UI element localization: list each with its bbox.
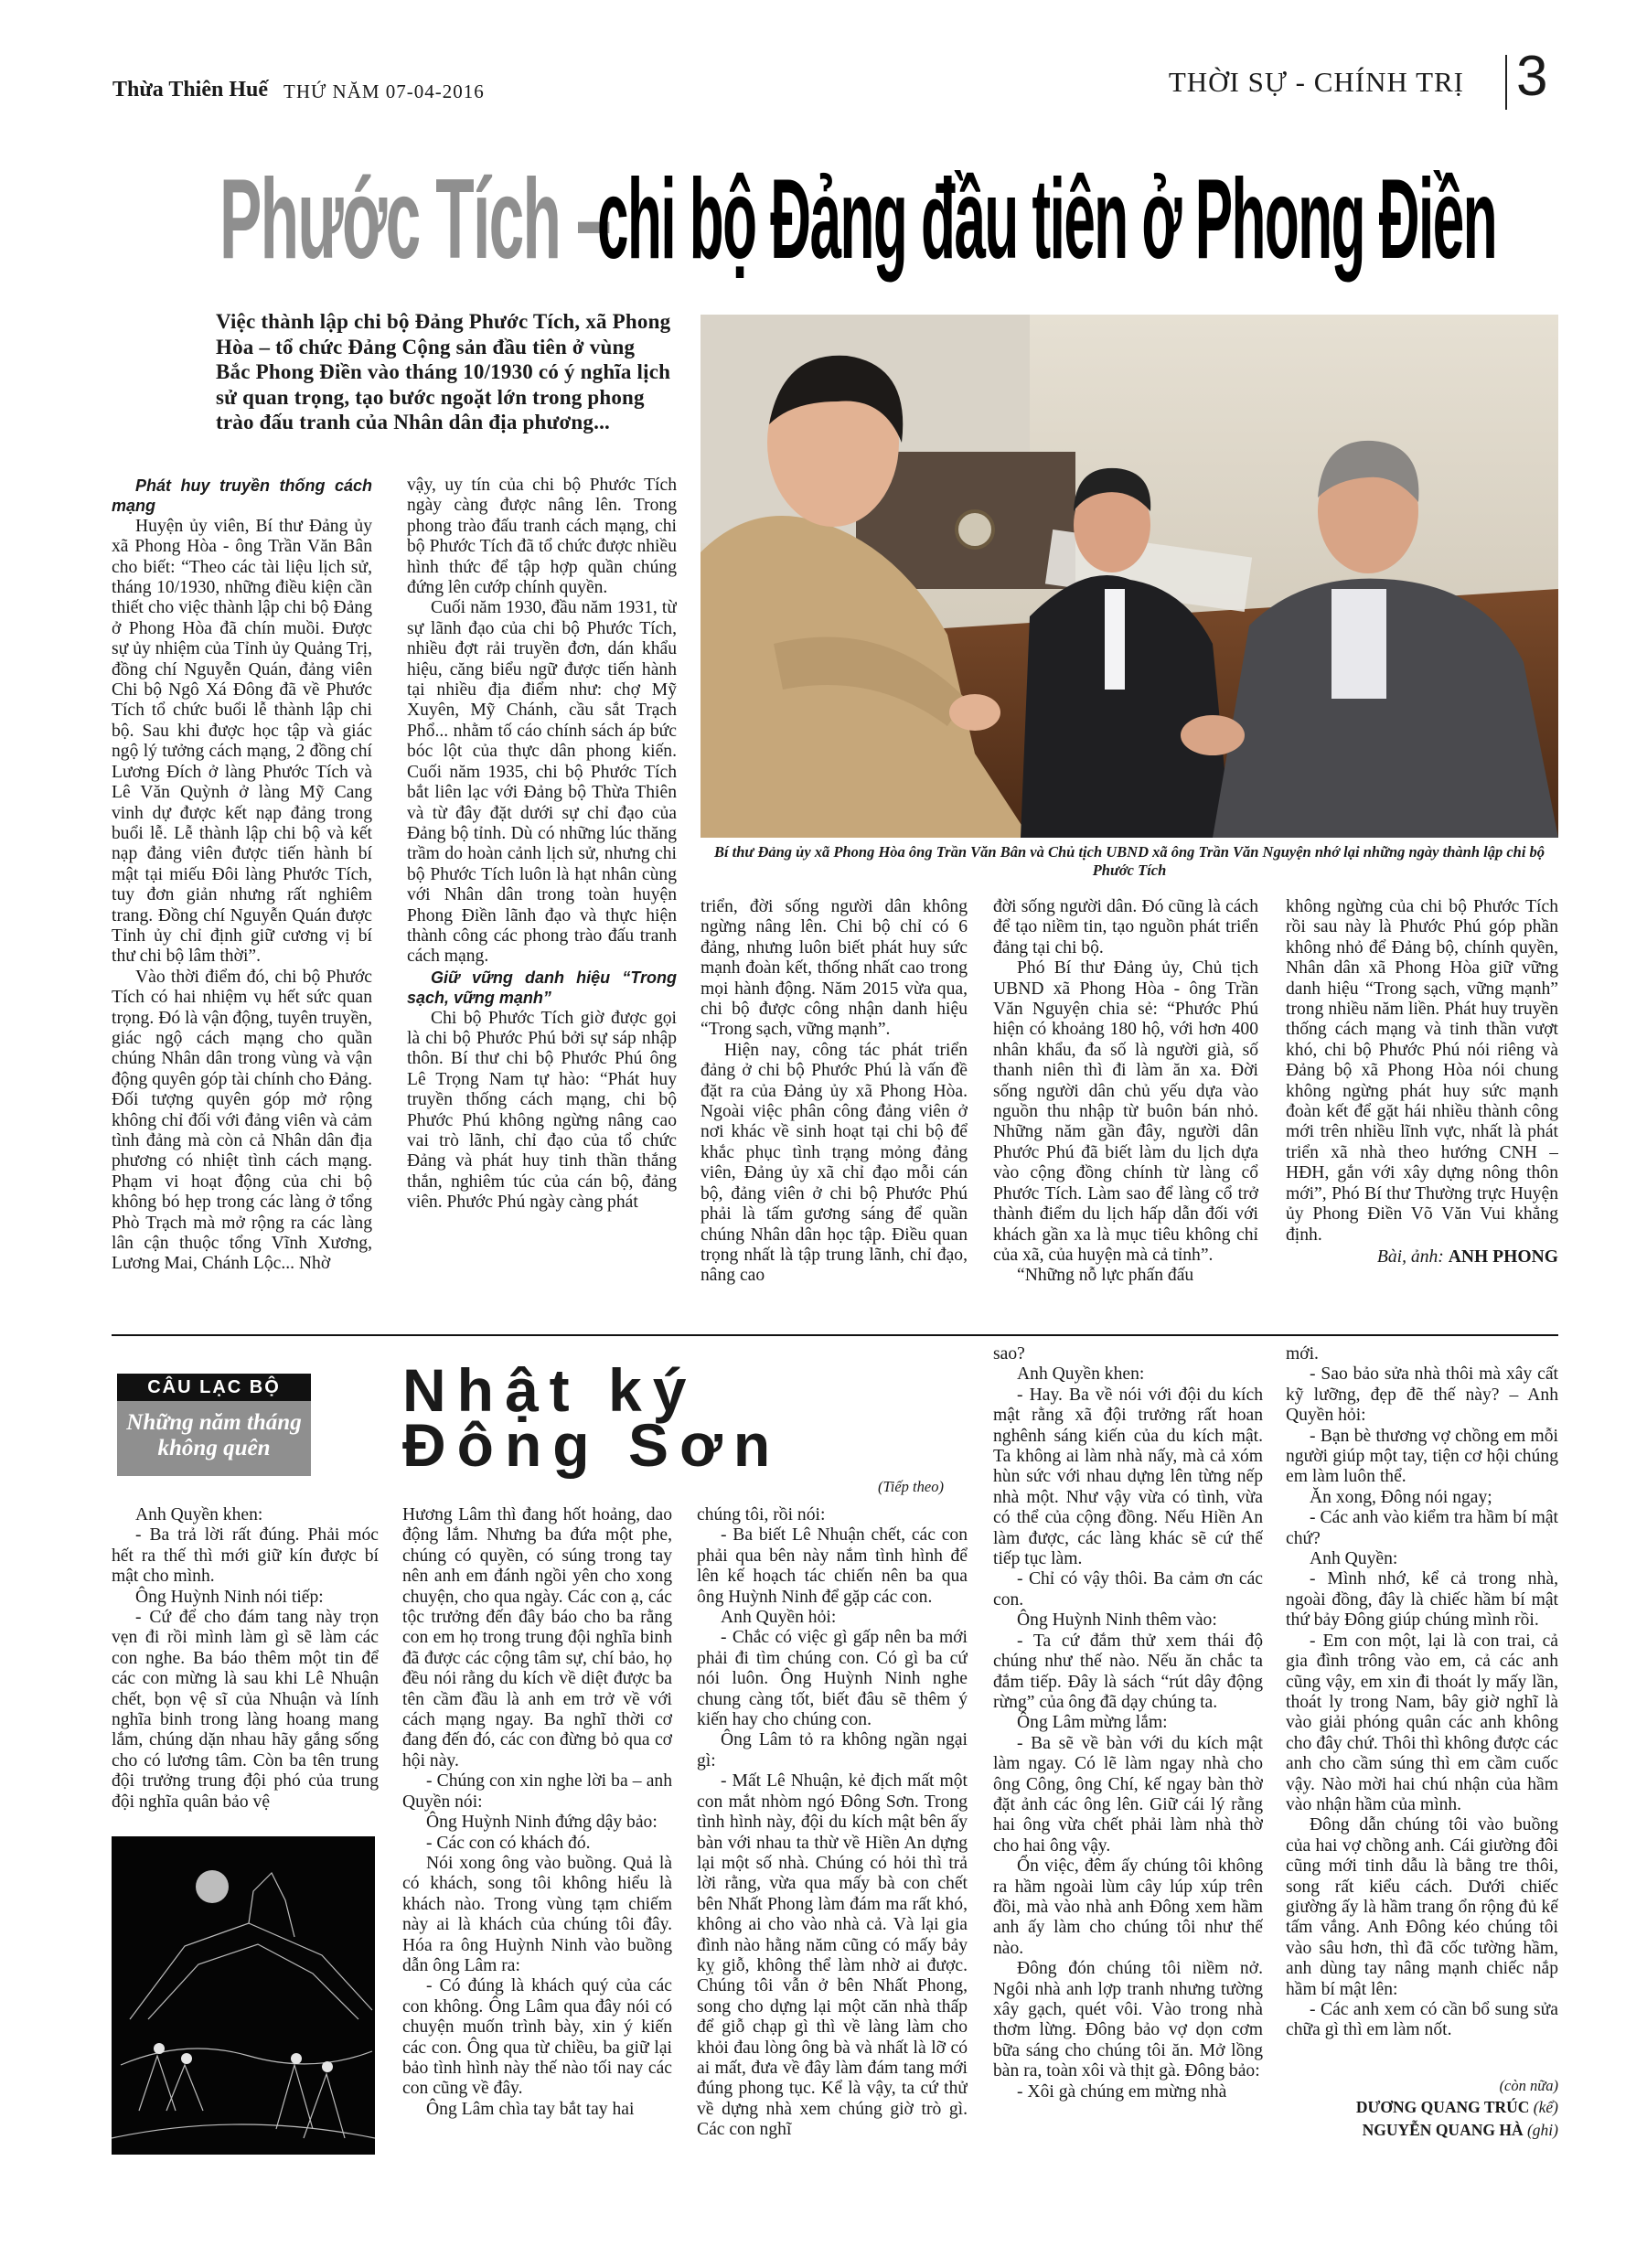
article1-column-4 [993,897,1258,1323]
paragraph: Vào thời điểm đó, chi bộ Phước Tích có hai nhiệm vụ hết sức quan trọng. Đó là vận động, tuyên truyền, giác ngộ cách mạng cho quần chúng Nhân dân trong vùng và vận động quyên góp tài chính cho Đảng. Đối tượng quyên góp mở rộng không chỉ đối với đảng viên và cảm tình đảng mà còn cả Nhân dân địa phương có nhiệt tình cách mạng. Phạm vi hoạt động của chi bộ không bó hẹp trong các làng ở tổng Phò Trạch mà mở rộng ra các làng lân cận thuộc tổng Vĩnh Xương, Lương Mai, Chánh Lộc... Nhờ [112,967,372,1274]
paragraph: chúng tôi, rồi nói: [697,1505,826,1524]
paragraph: - Em con một, lại là con trai, cả gia đình trông vào em, cả các anh cũng vậy, em xin đi thoát ly mấy lần, thoát ly trong Nam, bây giờ nghĩ là vào giải phóng quân các anh không cho đây chứ. Thôi thì không được các anh cho cầm súng thì em cầm cuốc vậy. Nào mời hai chú nhận của hầm vào nhận hầm của mình. [1286,1631,1558,1814]
club-title: Những năm tháng không quên [117,1401,311,1476]
paragraph: Đông đón chúng tôi niềm nở. Ngôi nhà anh lợp tranh nhưng tường xây gạch, quét vôi. Vào trong nhà thơm lừng. Đông bảo vợ dọn cơm bữa sáng cho chúng tôi ăn. Mở lồng bàn ra, toàn xôi và thịt gà. Đông bảo: [993,1959,1263,2081]
story-column-2 [402,1505,672,2156]
headline-part2: chi bộ Đảng đầu tiên ở Phong Điền [597,156,1497,283]
paragraph: Nói xong ông vào buồng. Quả là có khách, song tôi không hiểu là khách nào. Trong vùng tạm chiếm này ai là khách của chúng tôi đây. Hóa ra ông Huỳnh Ninh vào buồng dẫn ông Lâm ra: [402,1853,672,1975]
paragraph: đời sống người dân. Đó cũng là cách để tạo niềm tin, tạo nguồn phát triển đảng tại chi bộ. [993,897,1258,957]
article1-column-3 [701,897,968,1323]
club-box [117,1374,311,1476]
paragraph: triển, đời sống người dân không ngừng nâng lên. Chi bộ chỉ có 6 đảng, nhưng luôn biết phát huy sức mạnh đoàn kết, thống nhất cao trong mọi hành động. Năm 2015 vừa qua, chi bộ được công nhận danh hiệu “Trong sạch, vững mạnh”. [701,897,968,1040]
story-signoff [1286,2076,1558,2142]
subhead-tradition: Phát huy truyền thống cách mạng [112,476,372,516]
newspaper-name: Thừa Thiên Huế [112,78,269,102]
paragraph: không ngừng của chi bộ Phước Tích rồi sau này là Phước Phú góp phần không nhỏ để Đảng bộ, chính quyền, Nhân dân xã Phong Hòa giữ vững danh hiệu “Trong sạch, vững mạnh” trong nhiều năm liền. Phát huy truyền thống cách mạng và tinh thần vượt khó, chi bộ Phước Phú nói riêng và Đảng bộ xã Phong Hòa nói chung không ngừng phát huy sức mạnh đoàn kết để gặt hái nhiều thành công mới trên nhiều lĩnh vực, nhất là phát triển xã nhà theo hướng CNH – HĐH, gắn với xây dựng nông thôn mới”, Phó Bí thư Thường trực Huyện ủy Phong Điền Võ Văn Vui khẳng định. [1286,897,1558,1245]
paragraph: Ăn xong, Đông nói ngay; [1310,1487,1492,1507]
paragraph: Huyện ủy viên, Bí thư Đảng ủy xã Phong Hòa - ông Trần Văn Bân cho biết: “Theo các tài liệu lịch sử, tháng 10/1930, những điều kiện cần thiết cho việc thành lập chi bộ Đảng ở Phong Hòa đã chín muồi. Được sự ủy nhiệm của Tỉnh ủy Quảng Trị, đồng chí Nguyễn Quán, đảng viên Chi bộ Ngô Xá Đông đã về Phước Tích tổ chức buổi lễ thành lập chi bộ. Sau khi được học tập và giác ngộ lý tưởng cách mạng, 2 đồng chí Lương Đích ở làng Phước Tích và Lê Văn Quỳnh ở làng Mỹ Cang vinh dự được kết nạp đảng trong buổi lễ. Lễ thành lập chi bộ và kết nạp đảng viên được tiến hành bí mật tại miếu Đôi làng Phước Tích, tuy đơn giản nhưng rất nghiêm trang. Đồng chí Nguyễn Quán được Tỉnh ủy chỉ định giữ cương vị bí thư chi bộ lâm thời”. [112,516,372,967]
paragraph: sao? [993,1344,1025,1364]
story-title-line2: Đông Sơn [402,1411,782,1479]
paragraph: Anh Quyền khen: [135,1505,263,1524]
author-2: NGUYỄN QUANG HÀ [1362,2121,1524,2139]
paragraph: Phó Bí thư Đảng ủy, Chủ tịch UBND xã Phong Hòa - ông Trần Văn Nguyện chia sẻ: “Phước Phú hiện có khoảng 180 hộ, với hơn 400 nhân khẩu, đa số là người già, số thanh niên thì đi làm ăn xa. Đời sống người dân chủ yếu dựa vào nguồn thu nhập từ buôn bán nhỏ. Những năm gần đây, người dân Phước Phú đã biết làm du lịch dựa vào cộng đồng chính từ làng cổ Phước Tích. Làm sao để làng cổ trở thành điểm du lịch hấp dẫn đối với khách gần xa là mục tiêu không chỉ của xã, của huyện mà cả tỉnh”. [993,958,1258,1265]
story-column-1 [112,1505,379,1821]
byline-prefix: Bài, ảnh: [1376,1246,1444,1267]
paragraph: - Có đúng là khách quý của các con không. Ông Lâm qua đây nói có chuyện muốn trình bày, xin ý kiến các con. Ông qua từ chiều, ba giữ lại bảo tình hình này thế nào tối nay các con cũng về đây. [402,1976,672,2099]
paragraph: vậy, uy tín của chi bộ Phước Tích ngày càng được nâng lên. Trong phong trào đấu tranh cách mạng, chi bộ Phước Tích đã tổ chức được nhiều hình thức để tập hợp quần chúng đứng lên cướp chính quyền. [407,476,677,598]
paragraph: Ông Lâm mừng lắm: [1017,1713,1168,1733]
story-illustration [112,1836,375,2155]
paragraph: - Sao bảo sửa nhà thôi mà xây cất kỹ lưỡng, đẹp đẽ thế này? – Anh Quyền hỏi: [1286,1364,1558,1426]
paragraph: - Ba sẽ về bàn với du kích mật làm ngay. Có lẽ làm ngay nhà cho ông Công, ông Chí, kế ngay bàn thờ đặt ảnh các ông lên. Giữ cái lý rằng hai ông vừa chết phải làm nhà thờ cho hai ông vậy. [993,1733,1263,1856]
article1-column-2 [407,476,677,1326]
paragraph: Anh Quyền hỏi: [721,1608,837,1628]
paragraph: Ông Huỳnh Ninh đứng dậy bảo: [426,1813,658,1833]
paragraph: - Mình nhớ, kể cả trong nhà, ngoài đồng, đây là chiếc hầm bí mật thứ bảy Đông giúp chúng mình rồi. [1286,1569,1558,1631]
night-village-sketch [112,1836,375,2155]
paragraph: Đông dẫn chúng tôi vào buồng của hai vợ chồng anh. Cái giường đôi cũng mới tinh dẫu là bằng tre thôi, song rất kiểu cách. Dưới chiếc giường ấy là hầm trang ổn rộng đủ kế tấm vắng. Anh Đông kéo chúng tôi vào sâu hơn, thì đã cốc tường hầm, anh dùng tay nâng mạnh chiếc nắp hầm bí mật lên: [1286,1815,1558,1999]
headline-part2-wrap [597,146,1585,306]
paragraph: - Hay. Ba về nói với đội du kích mật rằng xã đội trưởng rất hoan nghênh sáng kiến của du kích mật. Ta không ai làm nhà nấy, mà cả xóm hùn sức với nhau dựng lên từng nếp nhà một. Như vậy vừa có tình, vừa có thể của cộng đồng. Nếu Hiền An làm được, các làng khác sẽ cứ thế tiếp tục làm. [993,1385,1263,1569]
paragraph: - Bạn bè thương vợ chồng em mỗi người giúp một tay, tiện cơ hội chúng em làm luôn thể. [1286,1426,1558,1487]
photo-caption: Bí thư Đảng ủy xã Phong Hòa ông Trần Văn Bân và Chủ tịch UBND xã ông Trần Văn Nguyện nhớ lại những ngày thành lập chi bộ Phước Tích [713,843,1545,879]
to-be-continued: (còn nữa) [1499,2077,1558,2094]
paragraph: Ông Huỳnh Ninh thêm vào: [1017,1610,1217,1631]
byline [1286,1247,1558,1268]
paragraph: Anh Quyền: [1310,1549,1398,1569]
paragraph: - Mất Lê Nhuận, kẻ địch mất một con mắt nhòm ngó Đông Sơn. Trong tình hình này, đội du kích mật bên ấy bàn với nhau ta thừ về Hiền An dựng lại một số nhà. Chúng có hỏi thì trả lời rằng, vừa qua mấy bà con chết bên Nhất Phong làm đám ma rất khó, không ai cho vào nhà cả. Và lại gia đình nào hằng năm cũng có mấy bảy kỵ giỗ, không thể làm nhờ ai được. Chúng tôi vẫn ở bên Nhất Phong, song cho dựng lại một căn nhà thấp để giỗ chạp gì thì về làng làm cho khỏi đau lòng ông bà và nhất là lỡ có ai mất, đưa về đây làm đám tang mới đúng phong tục. Kể là vậy, ta cứ thử về dựng nhà xem chúng giờ trò gì. Các con nghĩ [697,1771,968,2140]
author-line-1 [1286,2096,1558,2119]
author-line-2 [1286,2119,1558,2142]
paragraph: Anh Quyền khen: [1017,1364,1145,1385]
article-lead: Việc thành lập chi bộ Đảng Phước Tích, xã Phong Hòa – tổ chức Đảng Cộng sản đầu tiên ở vùng Bắc Phong Điền vào tháng 10/1930 có ý nghĩa lịch sử quan trọng, tạo bước ngoặt lớn trong phong trào đấu tranh của Nhân dân địa phương... [216,310,671,433]
paragraph: Chi bộ Phước Tích giờ được gọi là chi bộ Phước Phú bởi sự sáp nhập thôn. Bí thư chi bộ Phước Phú ông Lê Trọng Nam tự hào: “Phát huy truyền thống cách mạng, chi bộ Phước Phú không ngừng nâng cao vai trò lãnh, chỉ đạo của tổ chức Đảng và phát huy tinh thần thắng thắn, nghiêm túc của cán bộ, đảng viên. Phước Phú ngày càng phát [407,1008,677,1213]
paragraph: - Ta cứ đắm thử xem thái độ chúng như thế nào. Nếu ăn chắc ta đắm tiếp. Đây là sách “rút dây động rừng” của ông đã dạy chúng ta. [993,1631,1263,1712]
article-photo [701,315,1558,838]
issue-date: THỨ NĂM 07-04-2016 [283,80,485,102]
meeting-photo-illustration [701,315,1558,838]
paragraph: - Các con có khách đó. [426,1833,591,1853]
paragraph: - Cứ để cho đám tang này trọn vẹn đi rồi mình làm gì sẽ làm các con nghe. Ba báo thêm một tin để các con mừng là sau khi Lê Nhuận chết, bọn vệ sĩ của Nhuận và lính nghĩa binh trong làng hoang mang lắm, chúng dặn nhau hãy gắng sống cho có lương tâm. Còn ba tên trung đội trưởng trung đội phó của trung đội nghĩa quân bảo vệ [112,1608,379,1812]
story-column-5 [1286,1344,1558,2049]
page-number: 3 [1516,45,1548,108]
subhead-title-kept: Giữ vững danh hiệu “Trong sạch, vững mạnh” [407,968,677,1008]
section-name: THỜI SỰ - CHÍNH TRỊ [1168,66,1464,98]
paragraph: Ổn việc, đêm ấy chúng tôi không ra hầm ngoài lùm cây lúp xúp trên đồi, mà vào nhà anh Đông xem hầm anh ấy làm cho chúng tôi như thế nào. [993,1856,1263,1958]
author-1: DƯƠNG QUANG TRÚC [1355,2098,1530,2116]
paragraph: - Chúng con xin nghe lời ba – anh Quyền nói: [402,1771,672,1812]
article1-column-1 [112,476,372,1326]
paragraph: Ông Huỳnh Ninh nói tiếp: [135,1587,324,1607]
story-column-4 [993,1344,1263,2156]
paragraph: - Các anh xem có cần bổ sung sửa chữa gì thì em làm nốt. [1286,2000,1558,2040]
byline-author: ANH PHONG [1448,1246,1558,1267]
section-divider [112,1334,1558,1336]
header-separator [1505,55,1507,110]
paragraph: Hương Lâm thì đang hốt hoảng, dao động lắm. Nhưng ba đứa một phe, chúng có quyền, có súng trong tay nên anh em đánh ngồi yên cho xong chuyện, cho qua ngày. Các con ạ, các tộc trưởng đến đây báo cho ba rằng con em họ trong trung đội nghĩa binh đã được các cộng tâm sự, chí bảo, họ đều nói rằng du kích về diệt được ba tên cầm đầu là anh em trở về với cách mạng ngay. Ba nghĩ thời cơ đang đến đó, các con đừng bỏ qua cơ hội này. [402,1505,672,1771]
paragraph: - Ba trả lời rất đúng. Phải móc hết ra thế thì mới giữ kín được bí mật cho mình. [112,1525,379,1587]
paragraph: Cuối năm 1930, đầu năm 1931, từ sự lãnh đạo của chi bộ Phước Tích, nhiều đợt rải truyền đơn, dán khẩu hiệu, căng biểu ngữ được tiến hành tại nhiều địa điểm như: chợ Mỹ Xuyên, Mỹ Chánh, cầu sắt Trạch Phổ... nhằm tố cáo chính sách áp bức bóc lột của thực dân phong kiến. Cuối năm 1935, chi bộ Phước Tích bắt liên lạc với Đảng bộ Thừa Thiên và từ đây đặt dưới sự chỉ đạo của Đảng bộ tỉnh. Dù có những lúc thăng trầm do hoàn cảnh lịch sử, nhưng chi bộ Phước Tích luôn là hạt nhân cùng với Nhân dân trong toàn huyện Phong Điền lãnh đạo và thực hiện thành công các phong trào đấu tranh cách mạng. [407,598,677,967]
paragraph: - Xôi gà chúng em mừng nhà [1017,2081,1227,2102]
paragraph: Ông Lâm tỏ ra không ngần ngại gì: [697,1730,968,1771]
author-1-role: (kể) [1533,2098,1558,2116]
paragraph: “Những nỗ lực phấn đấu [1017,1266,1194,1286]
story-title-line1: Nhật ký [402,1356,698,1424]
paragraph: Hiện nay, công tác phát triển đảng ở chi bộ Phước Phú là vấn đề đặt ra của Đảng ủy xã Phong Hòa. Ngoài việc phân công đảng viên ở nơi khác về sinh hoạt tại chi bộ để khắc phục tình trạng mỏng đảng viên, Đảng ủy xã chỉ đạo mỗi cán bộ, đảng viên ở chi bộ Phước Phú phải là tấm gương sáng để quần chúng Nhân dân học tập. Điều quan trọng nhất là tập trung lãnh, chỉ đạo, nâng cao [701,1040,968,1286]
headline-part1: Phước Tích – [219,156,610,283]
paragraph: - Các anh vào kiểm tra hầm bí mật chứ? [1286,1508,1558,1548]
story-column-3 [697,1505,968,2156]
paragraph: Ông Lâm chìa tay bắt tay hai [426,2099,635,2119]
author-2-role: (ghi) [1526,2121,1558,2139]
paragraph: - Chắc có việc gì gấp nên ba mới phải đi tìm chúng con. Có gì ba cứ nói luôn. Ông Huỳnh Ninh nghe chung càng tốt, biết đâu sẽ thêm ý kiến hay cho chúng con. [697,1628,968,1730]
continued-note: (Tiếp theo) [878,1478,944,1495]
club-label: CÂU LẠC BỘ [117,1374,311,1401]
article1-column-5 [1286,897,1558,1323]
story-title [402,1356,969,1479]
paragraph: - Ba biết Lê Nhuận chết, các con phải qua bên này nắm tình hình để lên kế hoạch tác chiến nên ba qua ông Huỳnh Ninh để gặp các con. [697,1525,968,1607]
paragraph: - Chỉ có vậy thôi. Ba cảm ơn các con. [993,1569,1263,1610]
paragraph: mới. [1286,1344,1319,1364]
